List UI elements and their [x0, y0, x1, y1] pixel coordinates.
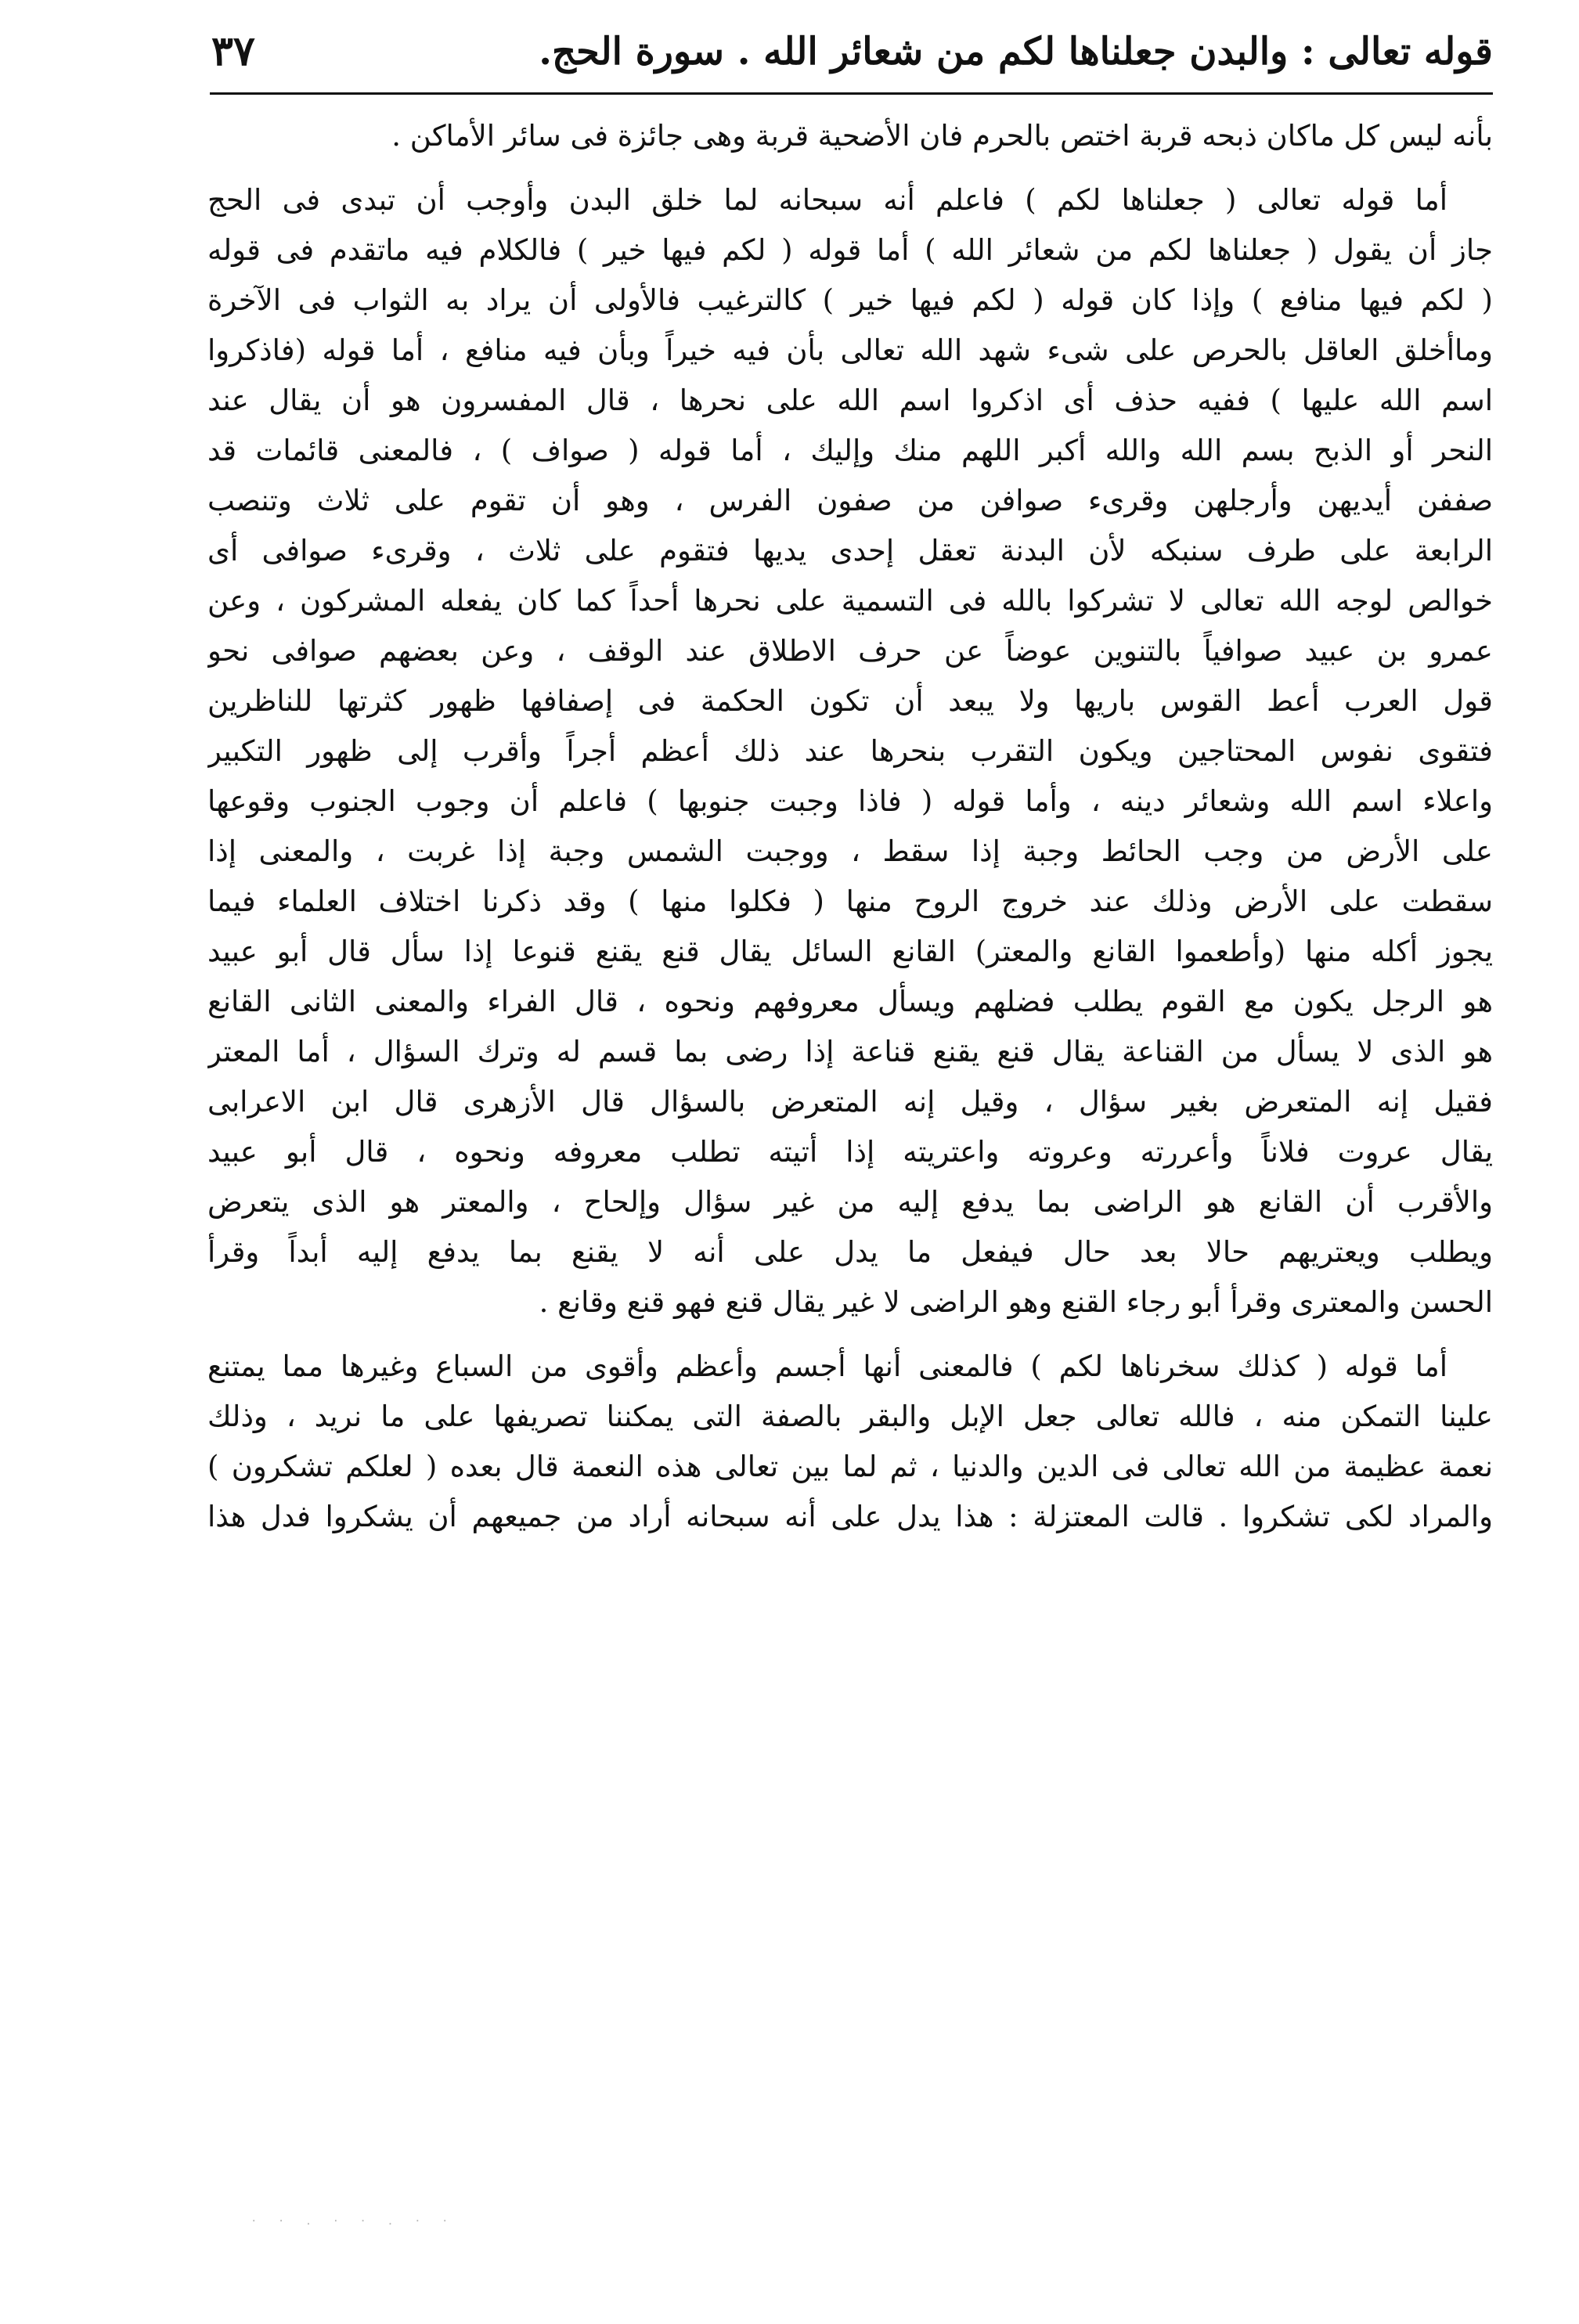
paragraph: [207, 111, 1493, 161]
text-line: فقيل إنه المتعرض بغير سؤال ، وقيل إنه المتعرض بالسؤال قال الأزهرى قال ابن الاعرابى: [207, 1085, 1493, 1119]
paragraph: [207, 175, 1493, 1328]
text-line: يقال عروت فلاناً وأعررته وعروته واعتريته إذا أتيته تطلب معروفه ونحوه ، قال أبو عبيد: [207, 1135, 1493, 1169]
body-text: [207, 111, 1493, 1542]
text-line: جاز أن يقول ( جعلناها لكم من شعائر الله ) أما قوله ( لكم فيها خير ) فالكلام فيه ماتقدم فى قوله: [207, 233, 1493, 267]
text-line: ( لكم فيها منافع ) وإذا كان قوله ( لكم فيها خير ) كالترغيب فالأولى أن يراد به الثواب فى الآخرة: [207, 283, 1493, 317]
running-header-title: قوله تعالى : والبدن جعلناها لكم من شعائر الله . سورة الحج.: [539, 30, 1493, 74]
text-line: والأقرب أن القانع هو الراضى بما يدفع إليه من غير سؤال وإلحاح ، والمعتر هو الذى يتعرض: [207, 1185, 1493, 1219]
text-line: يجوز أكله منها (وأطعموا القانع والمعتر) القانع السائل يقال قنع يقنع قنوعا إذا سأل قال أبو عبيد: [207, 935, 1493, 968]
header-divider: [210, 92, 1493, 95]
paragraph-gap: [207, 1328, 1493, 1342]
text-line: نعمة عظيمة من الله تعالى فى الدين والدنيا ، ثم لما بين تعالى هذه النعمة قال بعده ( لعلكم تشكرون ): [207, 1450, 1493, 1483]
running-header: [211, 20, 1493, 83]
text-line: أما قوله ( كذلك سخرناها لكم ) فالمعنى أنها أجسم وأعظم وأقوى من السباع وغيرها مما يمتنع: [207, 1349, 1447, 1383]
text-line: والمراد لكى تشكروا . قالت المعتزلة : هذا يدل على أنه سبحانه أراد من جميعهم أن يشكروا فدل هذا: [207, 1500, 1493, 1533]
page-number: ٣٧: [211, 27, 255, 75]
text-line: وماأخلق العاقل بالحرص على شىء شهد الله تعالى بأن فيه خيراً وبأن فيه منافع ، أما قوله (فاذكروا: [207, 333, 1493, 367]
text-line: قول العرب أعط القوس باريها ولا يبعد أن تكون الحكمة فى إصفافها ظهور كثرتها للناظرين: [207, 684, 1493, 718]
text-line: هو الرجل يكون مع القوم يطلب فضلهم ويسأل معروفهم ونحوه ، قال الفراء والمعنى الثانى القانع: [207, 985, 1493, 1018]
text-line: الحسن والمعترى وقرأ أبو رجاء القنع وهو الراضى لا غير يقال قنع فهو قنع وقانع .: [539, 1285, 1493, 1319]
text-line: فتقوى نفوس المحتاجين ويكون التقرب بنحرها عند ذلك أعظم أجراً وأقرب إلى ظهور التكبير: [207, 734, 1493, 768]
paragraph-gap: [207, 161, 1493, 175]
text-line: بأنه ليس كل ماكان ذبحه قربة اختص بالحرم فان الأضحية قربة وهى جائزة فى سائر الأماكن .: [391, 119, 1493, 153]
text-line: سقطت على الأرض وذلك عند خروج الروح منها ( فكلوا منها ) وقد ذكرنا اختلاف العلماء فيما: [207, 885, 1493, 918]
paragraph: [207, 1342, 1493, 1542]
scan-speckle: · · . · · . · ·: [251, 2215, 456, 2228]
text-line: النحر أو الذبح بسم الله والله أكبر اللهم منك وإليك ، أما قوله ( صواف ) ، فالمعنى قائمات قد: [207, 434, 1493, 467]
text-line: واعلاء اسم الله وشعائر دينه ، وأما قوله ( فاذا وجبت جنوبها ) فاعلم أن وجوب الجنوب وقوعها: [207, 784, 1493, 818]
text-line: على الأرض من وجب الحائط وجبة إذا سقط ، ووجبت الشمس وجبة إذا غربت ، والمعنى إذا: [207, 834, 1493, 868]
text-line: الرابعة على طرف سنبكه لأن البدنة تعقل إحدى يديها فتقوم على ثلاث ، وقرىء صوافى أى: [207, 534, 1493, 567]
text-line: خوالص لوجه الله تعالى لا تشركوا بالله فى التسمية على نحرها أحداً كما كان يفعله المشركون ، وعن: [207, 584, 1493, 618]
text-line: صففن أيديهن وأرجلهن وقرىء صوافن من صفون الفرس ، وهو أن تقوم على ثلاث وتنصب: [207, 484, 1493, 517]
text-line: ويطلب ويعتريهم حالا بعد حال فيفعل ما يدل على أنه لا يقنع بما يدفع إليه أبداً وقرأ: [207, 1235, 1493, 1269]
text-line: علينا التمكن منه ، فالله تعالى جعل الإبل والبقر بالصفة التى يمكننا تصريفها على ما نريد ، وذلك: [207, 1400, 1493, 1433]
text-line: أما قوله تعالى ( جعلناها لكم ) فاعلم أنه سبحانه لما خلق البدن وأوجب أن تبدى فى الحج: [207, 183, 1447, 217]
text-line: اسم الله عليها ) ففيه حذف أى اذكروا اسم الله على نحرها ، قال المفسرون هو أن يقال عند: [207, 384, 1493, 417]
text-line: عمرو بن عبيد صوافياً بالتنوين عوضاً عن حرف الاطلاق عند الوقف ، وعن بعضهم صوافى نحو: [207, 634, 1493, 668]
text-line: هو الذى لا يسأل من القناعة يقال قنع يقنع قناعة إذا رضى بما قسم له وترك السؤال ، أما المعتر: [207, 1035, 1493, 1068]
